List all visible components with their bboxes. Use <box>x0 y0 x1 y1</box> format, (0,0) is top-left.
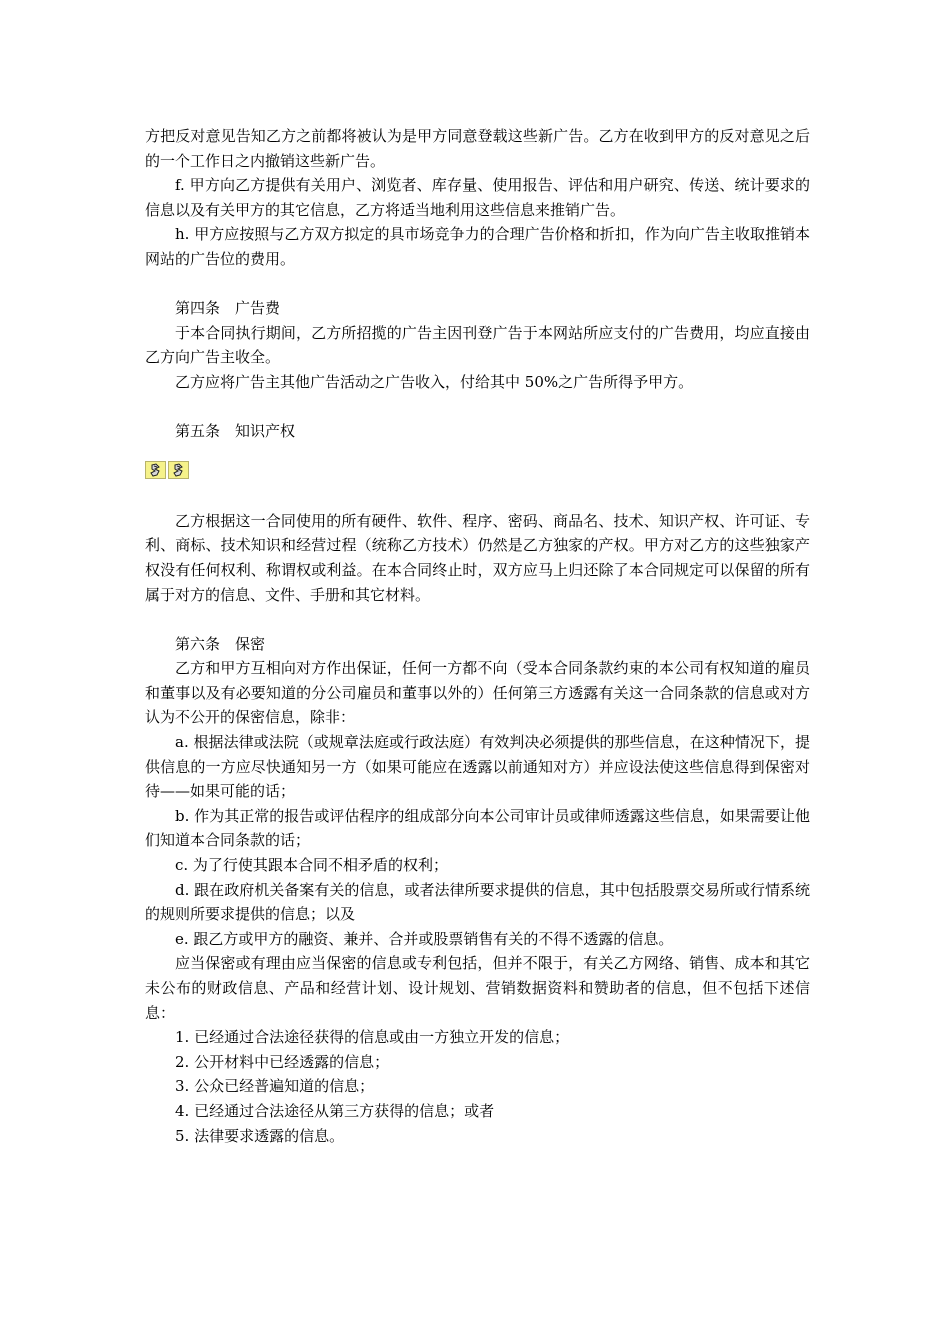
excluded-item-3: 3. 公众已经普遍知道的信息； <box>175 1077 375 1096</box>
excluded-item-2: 2. 公开材料中已经透露的信息； <box>175 1052 390 1071</box>
exception-d: d. 跟在政府机关备案有关的信息，或者法律所要求提供的信息，其中包括股票交易所或行情系统的规则所要求提供的信息；以及 <box>145 880 810 924</box>
paragraph-continuation: 方把反对意见告知乙方之前都将被认为是甲方同意登载这些新广告。乙方在收到甲方的反对意见之后的一个工作日之内撤销这些新广告。 <box>145 127 810 170</box>
embedded-object-icon[interactable] <box>168 461 189 479</box>
excluded-item-1: 1. 已经通过合法途径获得的信息或由一方独立开发的信息； <box>175 1028 570 1047</box>
spacer <box>145 272 810 297</box>
exception-a: a. 根据法律或法院（或规章法庭或行政法庭）有效判决必须提供的那些信息，在这种情况下，提供信息的一方应尽快通知另一方（如果可能应在透露以前通知对方）并应设法使这些信息得到保密对待——如果可能的话； <box>145 733 810 801</box>
excluded-item-5: 5. 法律要求透露的信息。 <box>175 1126 345 1145</box>
article-6-scope: 应当保密或有理由应当保密的信息或专利包括，但并不限于，有关乙方网络、销售、成本和其它未公布的财政信息、产品和经营计划、设计规划、营销数据资料和赞助者的信息，但不包括下述信息： <box>145 954 810 1022</box>
spacer <box>145 444 810 458</box>
article-4-paragraph: 乙方应将广告主其他广告活动之广告收入，付给其中 50%之广告所得予甲方。 <box>175 372 694 391</box>
exception-c: c. 为了行使其跟本合同不相矛盾的权利； <box>175 856 448 875</box>
article-5-paragraph: 乙方根据这一合同使用的所有硬件、软件、程序、密码、商品名、技术、知识产权、许可证、专利、商标、技术知识和经营过程（统称乙方技术）仍然是乙方独家的产权。甲方对乙方的这些独家产权没有任何权利、称谓权或利益。在本合同终止时，双方应马上归还除了本合同规定可以保留的所有属于对方的信息、文件、手册和其它材料。 <box>145 511 810 604</box>
article-6-intro: 乙方和甲方互相向对方作出保证，任何一方都不向（受本合同条款约束的本公司有权知道的雇员和董事以及有必要知道的分公司雇员和董事以外的）任何第三方透露有关这一合同条款的信息或对方认为不公开的保密信息，除非： <box>145 659 810 727</box>
article-5-heading: 第五条 知识产权 <box>175 422 296 441</box>
embedded-object-icon[interactable] <box>145 461 166 479</box>
excluded-item-4: 4. 已经通过合法途径从第三方获得的信息；或者 <box>175 1101 495 1120</box>
article-6-heading: 第六条 保密 <box>175 634 266 653</box>
embedded-objects <box>145 461 810 481</box>
exception-b: b. 作为其正常的报告或评估程序的组成部分向本公司审计员或律师透露这些信息，如果需要让他们知道本合同条款的话； <box>145 806 810 850</box>
clause-h: h. 甲方应按照与乙方双方拟定的具市场竞争力的合理广告价格和折扣，作为向广告主收取推销本网站的广告位的费用。 <box>145 225 810 268</box>
article-4-heading: 第四条 广告费 <box>175 299 281 318</box>
document-page <box>145 124 810 1148</box>
spacer <box>145 395 810 420</box>
clause-f: f. 甲方向乙方提供有关用户、浏览者、库存量、使用报告、评估和用户研究、传送、统计要求的信息以及有关甲方的其它信息，乙方将适当地利用这些信息来推销广告。 <box>145 176 810 219</box>
spacer <box>145 487 810 509</box>
article-4-paragraph: 于本合同执行期间，乙方所招揽的广告主因刊登广告于本网站所应支付的广告费用，均应直接由乙方向广告主收全。 <box>145 323 810 367</box>
spacer <box>145 607 810 632</box>
exception-e: e. 跟乙方或甲方的融资、兼并、合并或股票销售有关的不得不透露的信息。 <box>175 929 674 948</box>
